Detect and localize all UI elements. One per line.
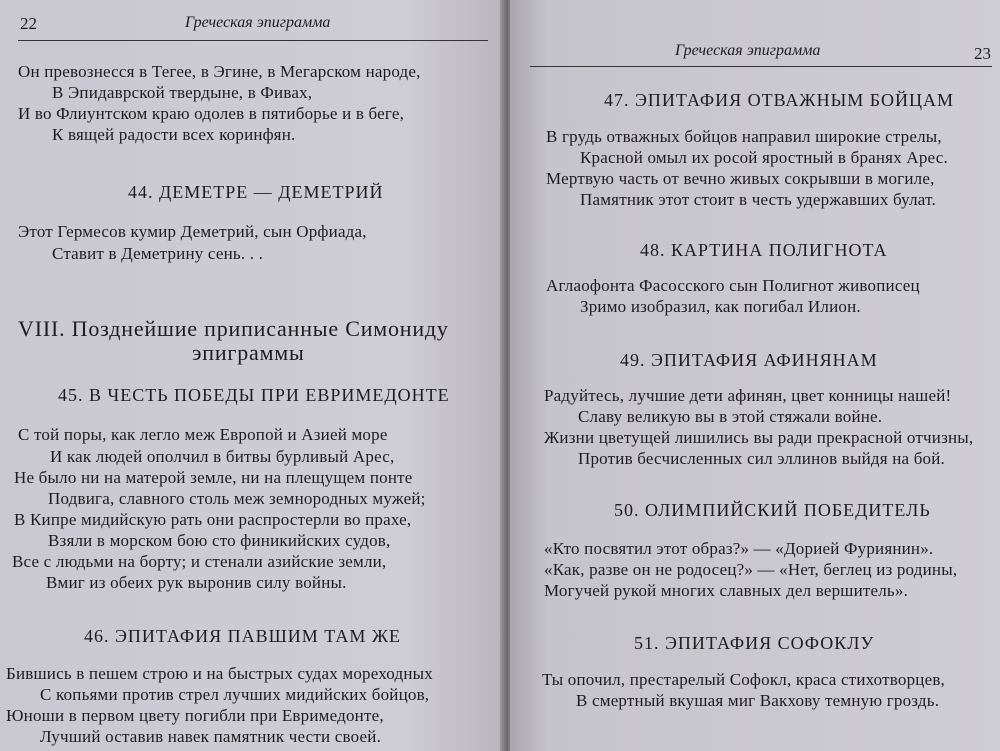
verse-line: Юноши в первом цвету погибли при Евримедонте, <box>6 706 384 725</box>
header-rule-right <box>530 66 992 67</box>
right-page <box>510 0 1000 751</box>
header-rule-left <box>18 40 488 41</box>
verse-line: Бившись в пешем строю и на быстрых судах мореходных <box>6 664 433 683</box>
epigram-heading-50: 50. ОЛИМПИЙСКИЙ ПОБЕДИТЕЛЬ <box>614 500 931 520</box>
verse-line: Ставит в Деметрину сень. . . <box>52 244 264 263</box>
verse-line: Лучший оставив навек памятник чести своей. <box>40 727 382 746</box>
verse-line: Памятник этот стоит в честь удержавших булат. <box>580 190 936 209</box>
verse-line: Красной омыл их росой яростный в бранях Арес. <box>580 148 948 167</box>
verse-line: Мертвую часть от вечно живых сокрывши в могиле, <box>546 169 935 188</box>
section-title-line-1: VIII. Позднейшие приписанные Симониду <box>18 316 449 341</box>
verse-line: Славу великую вы в этой стяжали войне. <box>578 407 883 426</box>
epigram-heading-44: 44. ДЕМЕТРЕ — ДЕМЕТРИЙ <box>128 182 384 202</box>
epigram-heading-48: 48. КАРТИНА ПОЛИГНОТА <box>640 240 888 260</box>
page-number-right: 23 <box>974 44 991 63</box>
verse-line: Зримо изобразил, как погибал Илион. <box>580 297 861 316</box>
verse-line: Все с людьми на борту; и стенали азийские земли, <box>12 552 387 571</box>
running-head-right: Греческая эпиграмма <box>675 42 821 59</box>
verse-line: «Как, разве он не родосец?» — «Нет, беглец из родины, <box>544 560 958 579</box>
epigram-heading-49: 49. ЭПИТАФИЯ АФИНЯНАМ <box>620 350 878 370</box>
verse-line: К вящей радости всех коринфян. <box>52 125 296 144</box>
verse-line: В смертный вкушая миг Вакхову темную гроздь. <box>576 691 940 710</box>
verse-line: Ты опочил, престарелый Софокл, краса стихотворцев, <box>542 670 946 689</box>
verse-line: Не было ни на матерой земле, ни на плещущем понте <box>14 468 413 487</box>
verse-line: С той поры, как легло меж Европой и Азией море <box>18 425 388 444</box>
verse-line: Аглаофонта Фасосского сын Полигнот живописец <box>546 276 920 295</box>
verse-line: И во Флиунтском краю одолев в пятиборье и в беге, <box>18 104 405 123</box>
epigram-heading-45: 45. В ЧЕСТЬ ПОБЕДЫ ПРИ ЕВРИМЕДОНТЕ <box>58 385 450 405</box>
epigram-heading-47: 47. ЭПИТАФИЯ ОТВАЖНЫМ БОЙЦАМ <box>604 90 954 110</box>
section-title-line-2: эпиграммы <box>192 340 305 365</box>
verse-line: Он превознесся в Тегее, в Эгине, в Мегарском народе, <box>18 62 421 81</box>
verse-line: В Эпидаврской твердыне, в Фивах, <box>52 83 313 102</box>
verse-line: Этот Гермесов кумир Деметрий, сын Орфиада, <box>18 222 367 241</box>
verse-line: Взяли в морском бою сто финикийских судов, <box>48 531 391 550</box>
verse-line: Подвига, славного столь меж земнородных мужей; <box>48 489 426 508</box>
running-head-left: Греческая эпиграмма <box>185 14 331 31</box>
verse-line: Жизни цветущей лишились вы ради прекрасной отчизны, <box>544 428 974 447</box>
verse-line: Вмиг из обеих рук выронив силу войны. <box>46 573 347 592</box>
page-number-left: 22 <box>20 14 37 33</box>
verse-line: И как людей ополчил в битвы бурливый Арес, <box>50 447 395 466</box>
verse-line: Могучей рукой многих славных дел вершитель». <box>544 581 909 600</box>
verse-line: С копьями против стрел лучших мидийских бойцов, <box>40 685 430 704</box>
epigram-heading-46: 46. ЭПИТАФИЯ ПАВШИМ ТАМ ЖЕ <box>84 626 401 646</box>
epigram-heading-51: 51. ЭПИТАФИЯ СОФОКЛУ <box>634 633 875 653</box>
verse-line: Радуйтесь, лучшие дети афинян, цвет конницы нашей! <box>544 386 952 405</box>
verse-line: В Кипре мидийскую рать они распростерли во прахе, <box>14 510 412 529</box>
verse-line: В грудь отважных бойцов направил широкие стрелы, <box>546 127 942 146</box>
verse-line: Против бесчисленных сил эллинов выйдя на бой. <box>578 449 946 468</box>
verse-line: «Кто посвятил этот образ?» — «Дорией Фуриянин». <box>544 539 934 558</box>
